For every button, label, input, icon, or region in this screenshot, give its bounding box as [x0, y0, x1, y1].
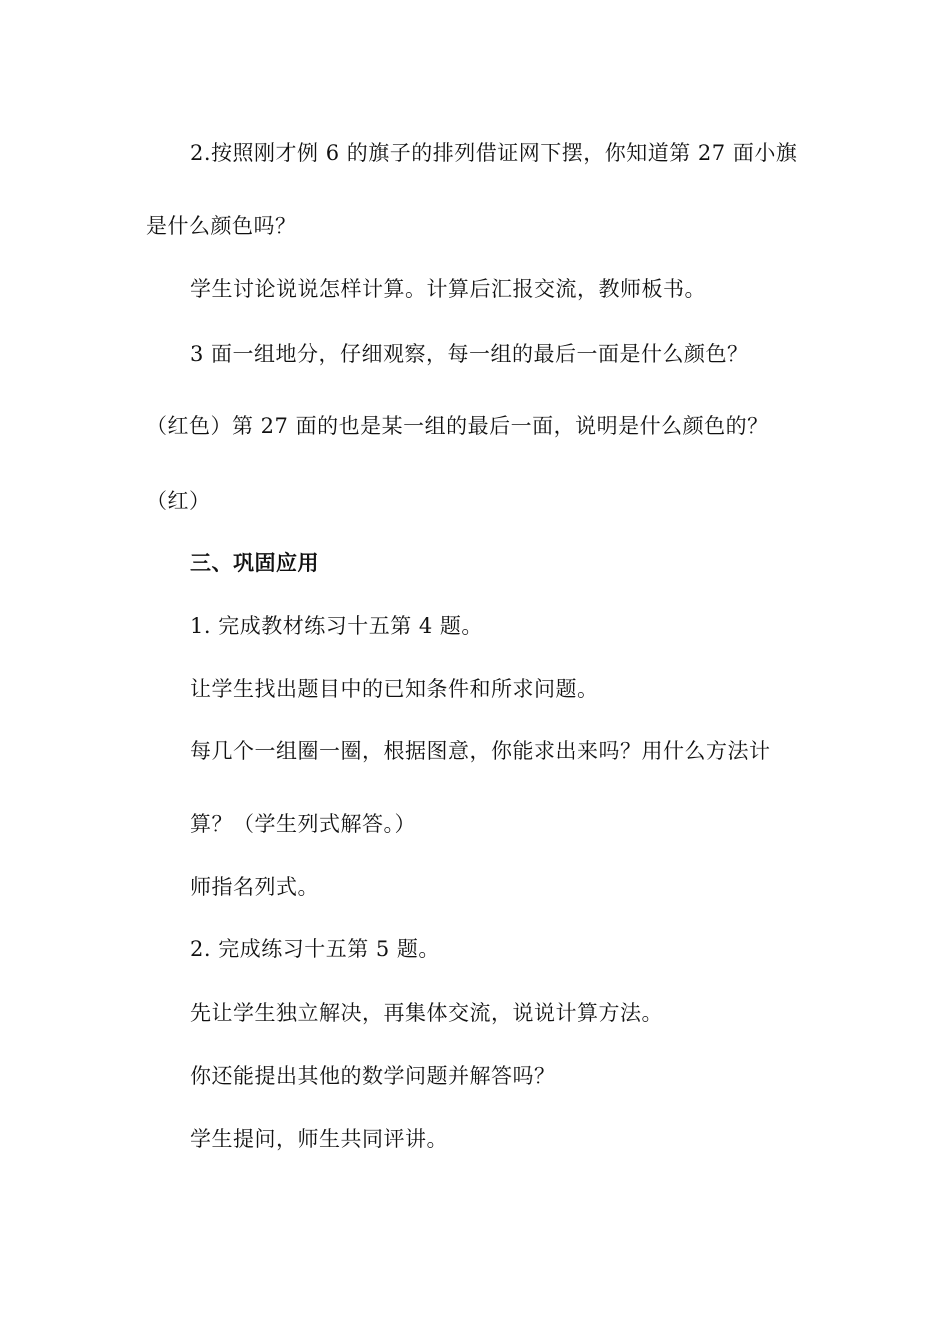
exercise-2: 2. 完成练习十五第 5 题。: [190, 937, 440, 961]
paragraph-question-2: 2.按照刚才例 6 的旗子的排列借证网下摆，你知道第 27 面小旗: [190, 141, 798, 165]
exercise-2-question: 你还能提出其他的数学问题并解答吗？: [190, 1064, 556, 1088]
paragraph-answer-short: （红）: [146, 489, 211, 513]
paragraph-question-2-continued: 是什么颜色吗？: [146, 214, 297, 238]
paragraph-discussion: 学生讨论说说怎样计算。计算后汇报交流，教师板书。: [190, 277, 706, 301]
exercise-1-question: 每几个一组圈一圈，根据图意，你能求出来吗？用什么方法计: [190, 739, 771, 763]
section-heading: 三、巩固应用: [190, 550, 319, 575]
exercise-1-teacher: 师指名列式。: [190, 875, 319, 899]
paragraph-answer-red: （红色）第 27 面的也是某一组的最后一面，说明是什么颜色的？: [146, 414, 769, 438]
exercise-1-question-continued: 算？（学生列式解答。）: [190, 812, 416, 836]
paragraph-grouping: 3 面一组地分，仔细观察，每一组的最后一面是什么颜色？: [190, 342, 749, 366]
exercise-2-review: 学生提问，师生共同评讲。: [190, 1127, 448, 1151]
exercise-1: 1. 完成教材练习十五第 4 题。: [190, 614, 483, 638]
exercise-1-instruction: 让学生找出题目中的已知条件和所求问题。: [190, 677, 599, 701]
exercise-2-instruction: 先让学生独立解决，再集体交流，说说计算方法。: [190, 1001, 663, 1025]
